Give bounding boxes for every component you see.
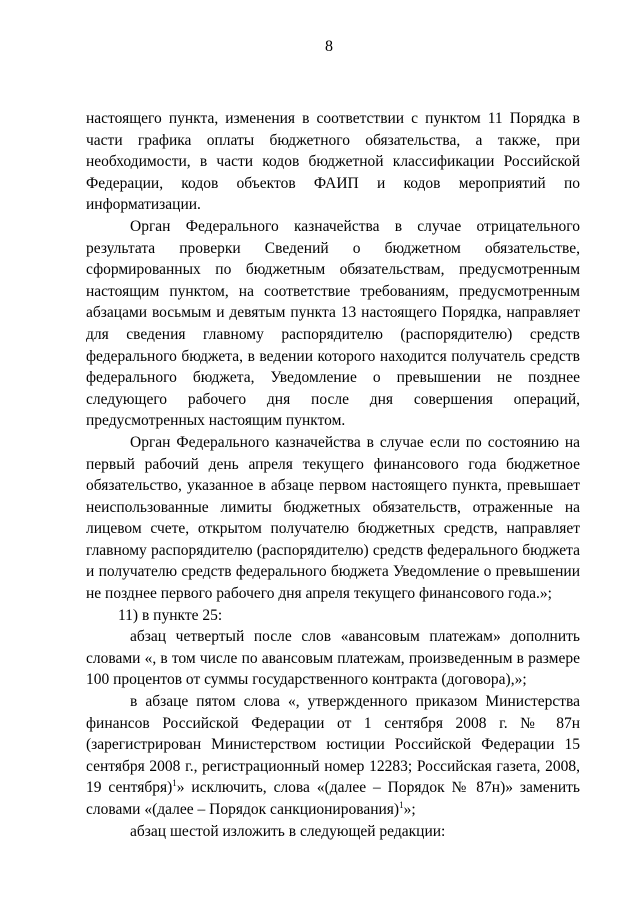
fifth-abzac-text-part-1: в абзаце пятом слова «, утвержденного приказом Министерства финансов Российской Федерации от 1 сентября 2008 г. № 87н (зарегистрирован Министерством юстиции Российской Федерации 15 сентября 2008 г., регистрационный номер 12283; Российская газета, 2008, 19 сентября)	[86, 693, 580, 797]
paragraph-fourth-abzac-amendment: абзац четвертый после слов «авансовым платежам» дополнить словами «, в том числе по авансовым платежам, произведенным в размере 100 процентов от суммы государственного контракта (договора),»;	[86, 628, 580, 689]
footnote-mark: 1	[172, 778, 177, 789]
paragraph-april-excess-notice: Орган Федерального казначейства в случае если по состоянию на первый рабочий день апреля текущего финансового года бюджетное обязательство, указанное в абзаце первом настоящего пункта, превышает неиспользованные лимиты бюджетных обязательств, отраженные на лицевом счете, открытом получателю бюджетных средств, направляет главному распорядителю (распорядителю) средств федерального бюджета и получателю средств федерального бюджета Уведомление о превышении не позднее первого рабочего дня апреля текущего финансового года.»;	[86, 433, 580, 603]
paragraph-sixth-abzac-new-wording: абзац шестой изложить в следующей редакции:	[130, 822, 446, 840]
fifth-abzac-text-part-3: »;	[403, 801, 416, 818]
paragraph-continuation: настоящего пункта, изменения в соответствии с пунктом 11 Порядка в части графика оплаты бюджетного обязательства, а также, при необходимости, в части кодов бюджетной классификации Российской Федерации, кодов объектов ФАИП и кодов мероприятий по информатизации.	[86, 110, 580, 214]
paragraph-fifth-abzac-amendment	[86, 691, 580, 821]
paragraph-negative-check-result: Орган Федерального казначейства в случае отрицательного результата проверки Сведений о бюджетном обязательстве, сформированных по бюджетным обязательствам, предусмотренным настоящим пунктом, на соответствие требованиям, предусмотренным абзацами восьмым и девятым пункта 13 настоящего Порядка, направляет для сведения главному распорядителю (распорядителю) средств федерального бюджета, в ведении которого находится получатель средств федерального бюджета, Уведомление о превышении не позднее следующего рабочего дня после дня совершения операций, предусмотренных настоящим пунктом.	[86, 217, 580, 430]
paragraph-item-11: 11) в пункте 25:	[118, 606, 223, 624]
page-number: 8	[325, 38, 333, 55]
footnote-mark: 1	[399, 800, 404, 810]
fifth-abzac-text-part-2: » исключить, слова «(далее – Порядок № 87н)» заменить словами «(далее – Порядок санкционирования)	[86, 779, 581, 818]
document-body	[86, 108, 580, 842]
